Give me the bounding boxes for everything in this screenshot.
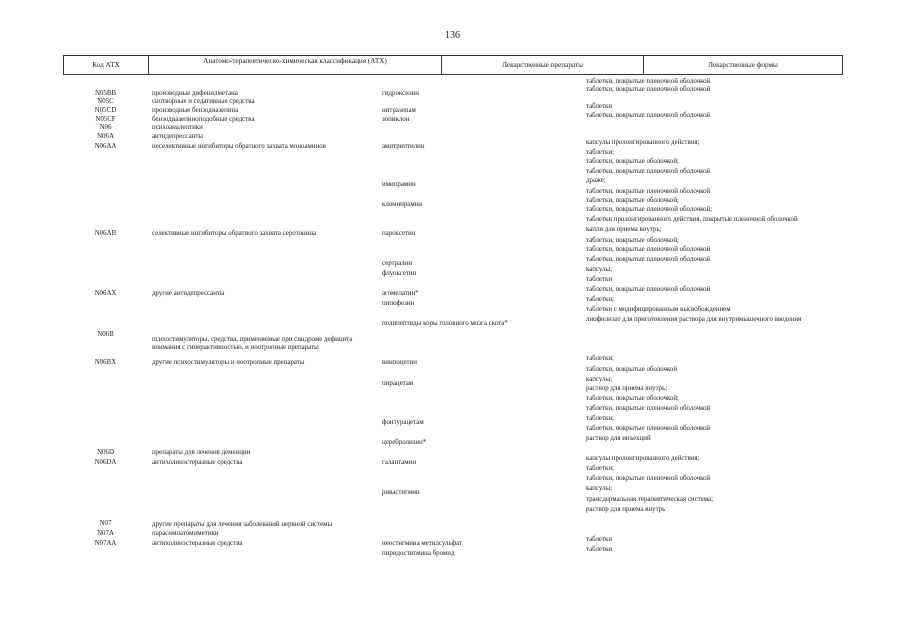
atx-classification: другие препараты для лечения заболеваний нервной системы bbox=[152, 521, 333, 528]
atx-code: N06AX bbox=[94, 290, 117, 297]
atx-classification: психостимуляторы, средства, применяемые при синдроме дефицита внимания с гиперактивностью, и ноотропные препараты bbox=[152, 336, 353, 351]
drug-name: фонтурацетам bbox=[382, 419, 424, 426]
header-code: Код АТХ bbox=[64, 56, 149, 74]
atx-classification: другие психостимуляторы и ноотропные препараты bbox=[152, 359, 305, 366]
drug-name: пипофезин bbox=[382, 300, 415, 307]
dosage-form: капсулы; bbox=[586, 485, 612, 492]
dosage-form: раствор для приема внутрь bbox=[586, 506, 666, 513]
atx-code: N06D bbox=[97, 449, 114, 456]
atx-classification: неселективные ингибиторы обратного захвата моноаминов bbox=[152, 143, 326, 150]
dosage-form: капли для приема внутрь; bbox=[586, 226, 662, 233]
drug-name: флуоксетин bbox=[382, 270, 417, 277]
drug-name: гидроксизин bbox=[382, 90, 419, 97]
dosage-form: таблетки, покрытые пленочной оболочкой bbox=[586, 405, 711, 412]
dosage-form: таблетки bbox=[586, 546, 613, 553]
drug-name: церебролизин* bbox=[382, 439, 427, 446]
drug-name: полипептиды коры головного мозга скота* bbox=[382, 320, 508, 327]
atx-code: N06A bbox=[97, 133, 114, 140]
dosage-form: таблетки пролонгированного действия, покрытые пленочной оболочкой bbox=[586, 216, 798, 223]
atx-code: N06B bbox=[97, 331, 114, 338]
drug-name: пароксетин bbox=[382, 230, 416, 237]
dosage-form: таблетки, покрытые пленочной оболочкой bbox=[586, 86, 711, 93]
dosage-form: таблетки, покрытые оболочкой; bbox=[586, 237, 679, 244]
dosage-form: таблетки bbox=[586, 103, 613, 110]
atx-code: N07AA bbox=[94, 540, 117, 547]
dosage-form: раствор для инъекций bbox=[586, 435, 651, 442]
dosage-form: лиофилизат для приготовления раствора для внутримышечного введения bbox=[586, 316, 802, 323]
drug-name: винпоцетин bbox=[382, 359, 417, 366]
atx-classification: бензодиазепиноподобные средства bbox=[152, 116, 255, 123]
drug-name: кломипрамин bbox=[382, 201, 423, 208]
drug-name: имипрамин bbox=[382, 181, 416, 188]
drug-name: сертралин bbox=[382, 260, 413, 267]
dosage-form: таблетки bbox=[586, 276, 613, 283]
atx-classification: парасимпатомиметики bbox=[152, 530, 219, 537]
atx-classification: другие антидепрессанты bbox=[152, 290, 225, 297]
dosage-form: таблетки, покрытые оболочкой; bbox=[586, 395, 679, 402]
dosage-form: таблетки, покрытые пленочной оболочкой bbox=[586, 425, 711, 432]
dosage-form: трансдермальная терапевтическая система; bbox=[586, 496, 714, 503]
dosage-form: таблетки; bbox=[586, 296, 614, 303]
dosage-form: таблетки, покрытые пленочной оболочкой bbox=[586, 168, 711, 175]
drug-name: пиридостигмина бромид bbox=[382, 550, 455, 557]
dosage-form: таблетки, покрытые пленочной оболочкой bbox=[586, 246, 711, 253]
atx-classification: производные дифенилметана bbox=[152, 90, 238, 97]
dosage-form: таблетки, покрытые пленочной оболочкой bbox=[586, 256, 711, 263]
atx-classification: производные бензодиазепина bbox=[152, 107, 239, 114]
dosage-form: таблетки с модифицированным высвобождением bbox=[586, 306, 731, 313]
drug-name: ривастигмин bbox=[382, 489, 420, 496]
atx-code: N05BB bbox=[94, 90, 117, 97]
atx-code: N06BX bbox=[94, 359, 117, 366]
atx-code: N05C bbox=[97, 98, 114, 105]
dosage-form: таблетки; bbox=[586, 149, 614, 156]
atx-code: N07 bbox=[99, 520, 112, 527]
dosage-form: таблетки, покрытые пленочной оболочкой bbox=[586, 112, 711, 119]
drug-name: агомелатин* bbox=[382, 290, 419, 297]
header-forms: Лекарственные формы bbox=[708, 61, 778, 69]
drug-name: неостигмина метилсульфат bbox=[382, 540, 462, 547]
drug-name: пирацетам bbox=[382, 380, 414, 387]
dosage-form: таблетки; bbox=[586, 355, 614, 362]
atx-code: N06DA bbox=[94, 459, 117, 466]
atx-classification: антидепрессанты bbox=[152, 133, 203, 140]
dosage-form: таблетки, покрытые оболочкой; bbox=[586, 197, 679, 204]
atx-classification: психоаналептики bbox=[152, 124, 203, 131]
atx-classification: антихолинэстеразные средства bbox=[152, 540, 243, 547]
dosage-form: капсулы; bbox=[586, 376, 612, 383]
dosage-form: таблетки, покрытые оболочкой bbox=[586, 366, 678, 373]
atx-classification: антихолинэстеразные средства bbox=[152, 459, 243, 466]
atx-code: N05CD bbox=[94, 107, 117, 114]
page-number: 136 bbox=[445, 30, 460, 41]
atx-classification: препараты для лечения деменции bbox=[152, 449, 251, 456]
drug-name: амитриптилин bbox=[382, 143, 425, 150]
dosage-form: раствор для приема внутрь; bbox=[586, 385, 668, 392]
dosage-form: таблетки; bbox=[586, 465, 614, 472]
atx-classification: селективные ингибиторы обратного захвата серотонина bbox=[152, 230, 317, 237]
drug-name: зопиклон bbox=[382, 116, 410, 123]
dosage-form: таблетки; bbox=[586, 415, 614, 422]
dosage-form: таблетки bbox=[586, 536, 613, 543]
dosage-form: таблетки, покрытые пленочной оболочкой bbox=[586, 78, 711, 85]
atx-code: N06AA bbox=[94, 143, 117, 150]
dosage-form: капсулы пролонгированного действия; bbox=[586, 139, 700, 146]
dosage-form: таблетки, покрытые пленочной оболочкой bbox=[586, 286, 711, 293]
drug-name: нитразепам bbox=[382, 107, 416, 114]
dosage-form: капсулы; bbox=[586, 266, 612, 273]
atx-code: N07A bbox=[97, 530, 114, 537]
header-drugs: Лекарственные препараты bbox=[442, 56, 644, 74]
dosage-form: капсулы пролонгированного действия; bbox=[586, 455, 700, 462]
atx-classification: снотворные и седативные средства bbox=[152, 98, 255, 105]
atx-code: N06AB bbox=[94, 230, 117, 237]
dosage-form: таблетки, покрытые пленочной оболочкой; bbox=[586, 206, 713, 213]
header-classification: Анатомо-терапевтическо-химическая классификация (АТХ) bbox=[149, 56, 442, 74]
dosage-form: таблетки, покрытые оболочкой; bbox=[586, 158, 679, 165]
dosage-form: драже; bbox=[586, 177, 606, 184]
drug-name: галантамин bbox=[382, 459, 417, 466]
dosage-form: таблетки, покрытые пленочной оболочкой bbox=[586, 475, 711, 482]
atx-code: N06 bbox=[99, 124, 112, 131]
dosage-form: таблетки, покрытые пленочной оболочкой bbox=[586, 188, 711, 195]
atx-code: N05CF bbox=[95, 116, 116, 123]
